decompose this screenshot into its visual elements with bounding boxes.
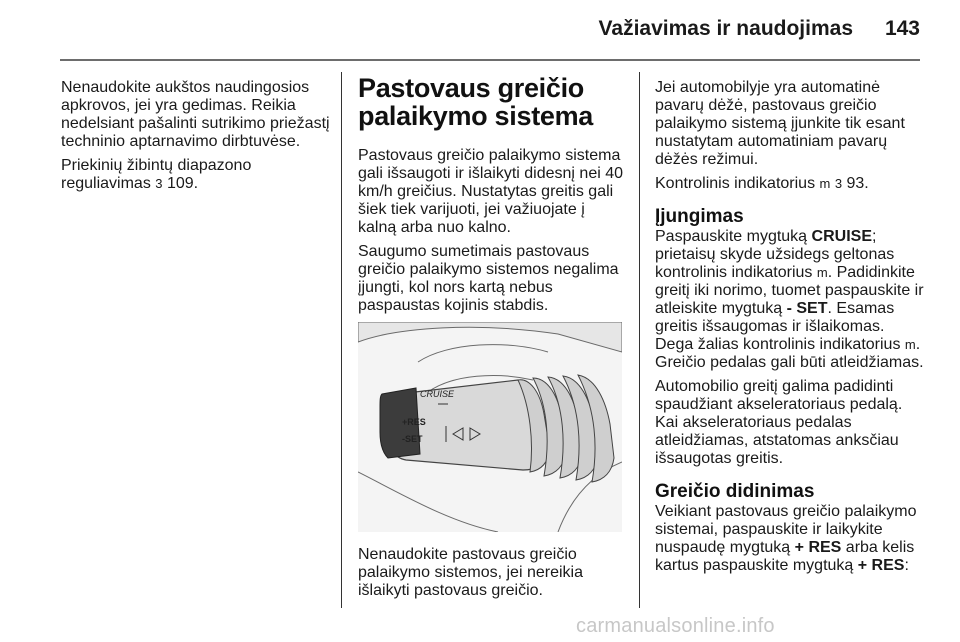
cruise-indicator-icon: m [904,337,916,352]
column-right [655,79,927,581]
res-button-label: + RES [794,539,842,556]
paragraph: Pastovaus greičio palaikymo sistema gali išsaugoti ir išlaikyti didesnį nei 40 km/h greičius. Nustatytas greitis gali šiek tiek varijuoti, jei važiuojate į kalną arba nuo kalno. [358,147,624,236]
paragraph: Saugumo sumetimais pastovaus greičio palaikymo sistemos negalima įjungti, kol nors kartą nebus paspaustas kojinis stabdis. [358,243,619,314]
column-divider [341,72,342,608]
cruise-indicator-icon: m [819,176,831,191]
column-left [61,79,331,199]
page-ref-arrow-icon: 3 [155,176,163,191]
set-button-label: - SET [786,300,828,317]
cruise-label: CRUISE [420,389,455,399]
paragraph: Kontrolinis indikatorius m 3 93. [655,175,869,192]
page-number: 143 [884,17,920,40]
header-divider [60,59,920,61]
section-title: Važiavimas ir naudojimas [598,17,853,40]
watermark: carmanualsonline.info [576,615,775,637]
paragraph: Paspauskite mygtuką CRUISE; prietaisų skyde užsidegs geltonas kontrolinis indikatorius m. Padidinkite greitį iki norimo, tuomet paspauskite ir atleiskite mygtuką - SET. Esamas greitis išsaugomas ir išlaikomas. Dega žalias kontrolinis indikatorius m. Greičio pedalas gali būti atleidžiamas. [655,228,924,371]
res-label: +RES [402,417,426,427]
paragraph: Automobilio greitį galima padidinti spaudžiant akseleratoriaus pedalą. Kai akseleratoriaus pedalas atleidžiamas, atstatomas anksčiau išsaugotas greitis. [655,378,903,467]
cruise-control-stalk-illustration [358,322,622,532]
column-middle [358,66,626,321]
cruise-indicator-icon: m [816,265,828,280]
paragraph: Priekinių žibintų diapazono reguliavimas 3 109. [61,157,252,192]
subsection-heading: Įjungimas [655,206,744,227]
paragraph: Jei automobilyje yra automatinė pavarų dėžė, pastovaus greičio palaikymo sistemą įjunkite tik esant nustatytam automatiniam pavarų dėžės režimui. [655,79,905,168]
subsection-heading: Greičio didinimas [655,481,815,502]
set-label: -SET [402,434,423,444]
column-divider [639,72,640,608]
section-heading: Pastovaus greičio palaikymo sistema [358,73,594,131]
page-ref-arrow-icon: 3 [834,176,843,191]
paragraph: Veikiant pastovaus greičio palaikymo sistemai, paspauskite ir laikykite nuspaudę mygtuką + RES arba kelis kartus paspauskite mygtuką + RES: [655,503,917,574]
page-reference[interactable]: 109. [162,175,199,192]
figure-caption: Nenaudokite pastovaus greičio palaikymo sistemos, jei nereikia išlaikyti pastovaus greičio. [358,546,583,599]
paragraph: Nenaudokite aukštos naudingosios apkrovos, jei yra gedimas. Reikia nedelsiant pašalinti sutrikimo priežastį techninio aptarnavimo dirbtuvėse. [61,79,330,150]
page-reference[interactable]: 93. [842,175,869,192]
res-button-label: + RES [857,557,905,574]
cruise-button-label: CRUISE [811,228,872,245]
page-header [0,0,960,62]
